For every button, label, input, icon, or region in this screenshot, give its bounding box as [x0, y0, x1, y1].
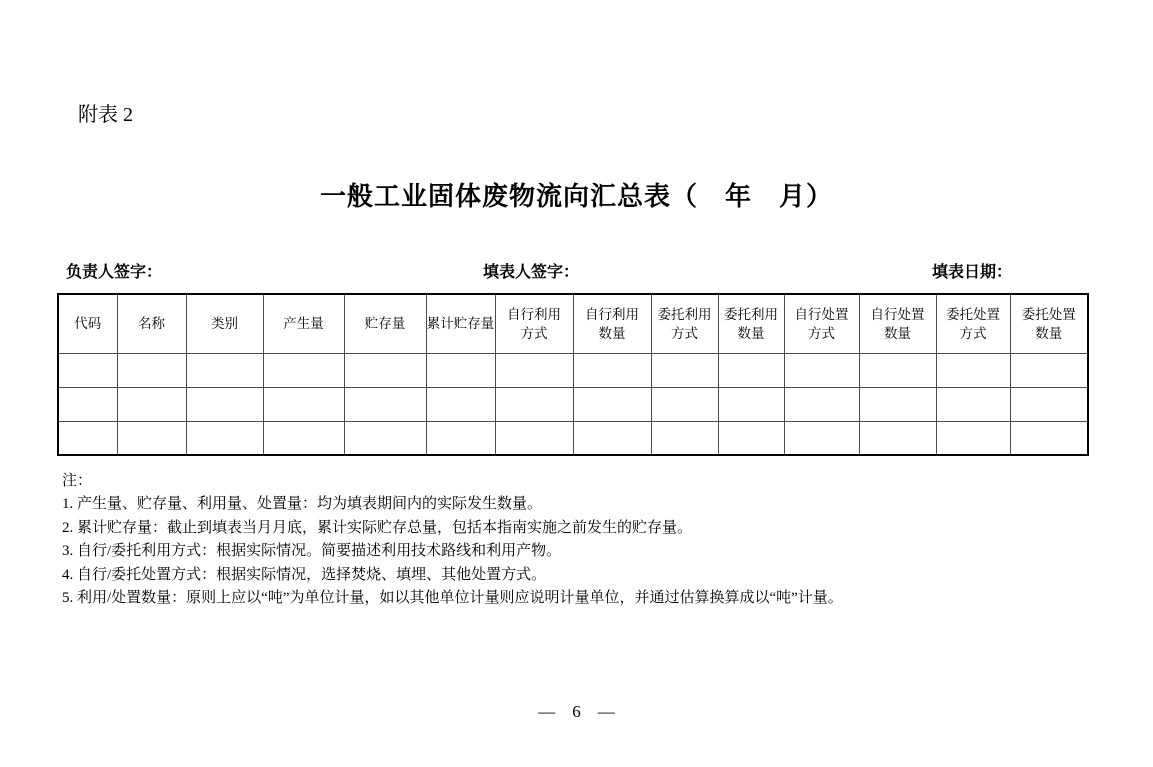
col-header-code [58, 294, 117, 353]
note-item: 4. 自行/委托处置方式：根据实际情况，选择焚烧、填埋、其他处置方式。 [62, 566, 547, 583]
empty-cell [936, 421, 1010, 455]
empty-cell [718, 387, 784, 421]
empty-cell [1010, 421, 1088, 455]
header-line: 数量 [737, 325, 765, 341]
empty-cell [573, 421, 651, 455]
header-line: 方式 [671, 325, 698, 341]
header-line: 方式 [520, 325, 548, 341]
empty-cell [344, 353, 426, 387]
header-line: 委托利用 [657, 306, 712, 322]
col-header-entrusted-use-method [651, 294, 718, 353]
col-header-entrusted-disposal-quantity [1010, 294, 1088, 353]
empty-cell [784, 421, 859, 455]
page-title: 一般工业固体废物流向汇总表（ 年 月） [319, 181, 833, 211]
col-header-entrusted-use-quantity [718, 294, 784, 353]
col-header-self-use-method [495, 294, 573, 353]
header-line: 方式 [959, 325, 987, 341]
empty-cell [784, 353, 859, 387]
col-header-category [186, 294, 263, 353]
note-item: 2. 累计贮存量：截止到填表当月月底，累计实际贮存总量，包括本指南实施之前发生的贮存量。 [62, 519, 693, 536]
empty-cell [117, 387, 186, 421]
col-header-entrusted-disposal-method [936, 294, 1010, 353]
empty-cell [58, 421, 117, 455]
empty-cell [718, 421, 784, 455]
col-header-self-use-quantity [573, 294, 651, 353]
empty-cell [859, 353, 936, 387]
empty-cell [495, 421, 573, 455]
fill-date-label: 填表日期： [932, 264, 1013, 281]
empty-cell [784, 387, 859, 421]
header-line: 自行处置 [870, 306, 925, 322]
table-row [58, 353, 1088, 387]
notes-label: 注： [62, 473, 93, 489]
header-line: 委托处置 [1021, 306, 1076, 322]
empty-cell [1010, 353, 1088, 387]
annex-label: 附表 2 [78, 104, 133, 126]
empty-cell [495, 353, 573, 387]
header-line: 数量 [884, 325, 911, 341]
header-line: 自行利用 [585, 306, 639, 322]
notes-section [62, 470, 843, 610]
page-number: — 6 — [538, 702, 615, 721]
empty-cell [117, 353, 186, 387]
empty-cell [344, 387, 426, 421]
col-header-name [117, 294, 186, 353]
empty-cell [651, 421, 718, 455]
empty-cell [117, 421, 186, 455]
empty-cell [859, 421, 936, 455]
empty-cell [859, 387, 936, 421]
table-row [58, 387, 1088, 421]
col-header-cumulative-stored [426, 294, 495, 353]
header-line: 产生量 [283, 316, 324, 332]
empty-cell [263, 353, 344, 387]
note-item: 3. 自行/委托利用方式：根据实际情况。简要描述利用技术路线和利用产物。 [62, 543, 562, 560]
note-item: 1. 产生量、贮存量、利用量、处置量：均为填表期间内的实际发生数量。 [62, 496, 543, 513]
table-row [58, 421, 1088, 455]
empty-cell [1010, 387, 1088, 421]
header-line: 名称 [138, 316, 165, 332]
note-item: 5. 利用/处置数量：原则上应以“吨”为单位计量，如以其他单位计量则应说明计量单位，并通过估算换算成以“吨”计量。 [62, 590, 843, 607]
empty-cell [58, 353, 117, 387]
empty-cell [344, 421, 426, 455]
header-line: 委托处置 [946, 306, 1000, 322]
table-header-row [58, 294, 1088, 353]
col-header-self-disposal-quantity [859, 294, 936, 353]
empty-cell [573, 353, 651, 387]
header-line: 贮存量 [364, 316, 406, 332]
empty-cell [573, 387, 651, 421]
responsible-signature-label: 负责人签字： [66, 264, 163, 281]
empty-cell [495, 387, 573, 421]
header-line: 自行处置 [794, 306, 849, 322]
header-line: 方式 [808, 325, 835, 341]
header-line: 自行利用 [507, 306, 561, 322]
empty-cell [936, 353, 1010, 387]
header-line: 累计贮存量 [426, 316, 495, 332]
waste-flow-summary-table [57, 293, 1089, 456]
empty-cell [58, 387, 117, 421]
col-header-stored-amount [344, 294, 426, 353]
header-line: 数量 [1035, 325, 1063, 341]
empty-cell [426, 387, 495, 421]
empty-cell [426, 353, 495, 387]
empty-cell [936, 387, 1010, 421]
col-header-self-disposal-method [784, 294, 859, 353]
header-line: 委托利用 [724, 306, 778, 322]
header-line: 代码 [74, 316, 102, 332]
empty-cell [186, 353, 263, 387]
empty-cell [263, 421, 344, 455]
signature-row [0, 259, 1153, 281]
empty-cell [651, 353, 718, 387]
empty-cell [718, 353, 784, 387]
empty-cell [186, 387, 263, 421]
empty-cell [186, 421, 263, 455]
col-header-generated-amount [263, 294, 344, 353]
header-line: 数量 [598, 325, 626, 341]
empty-cell [263, 387, 344, 421]
header-line: 类别 [211, 316, 238, 332]
filler-signature-label: 填表人签字： [483, 264, 580, 281]
empty-cell [426, 421, 495, 455]
empty-cell [651, 387, 718, 421]
